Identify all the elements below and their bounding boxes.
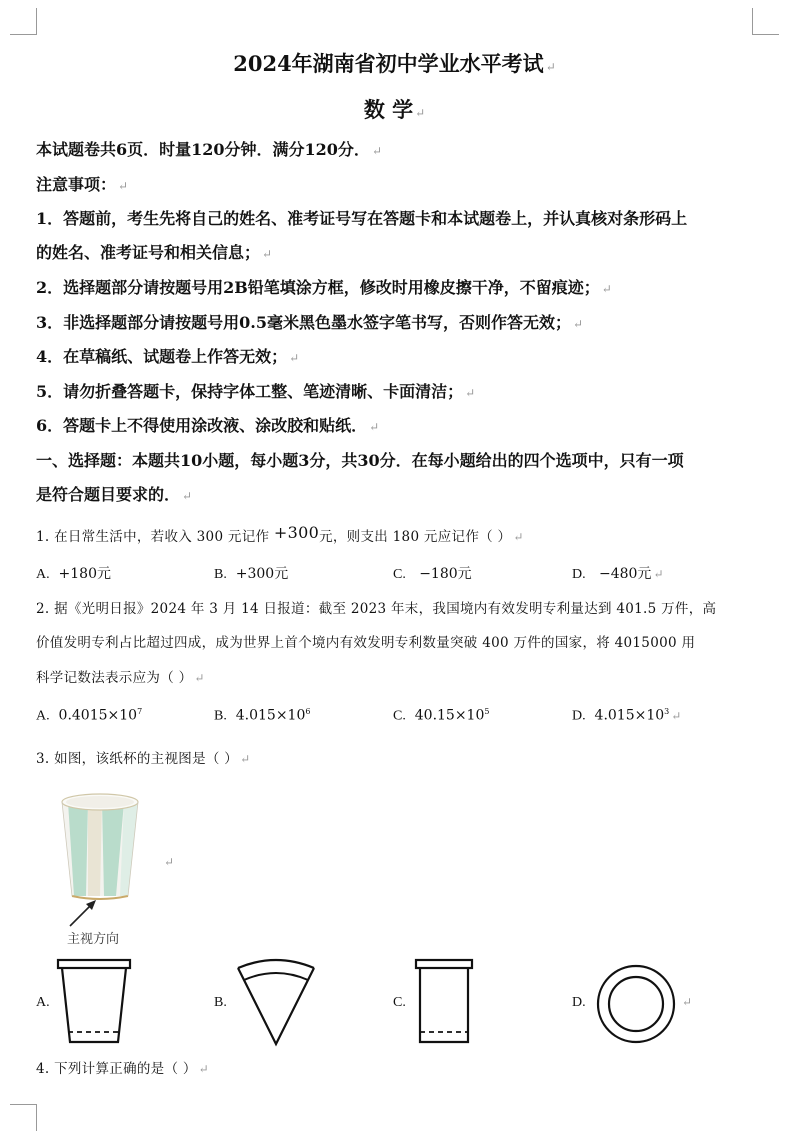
subject-title-text: 数 学 — [363, 97, 414, 122]
question-4-stem — [36, 1057, 209, 1077]
notice-item — [36, 344, 299, 367]
question-2-stem — [36, 597, 716, 617]
corner-mark-top-right — [752, 8, 779, 35]
q3-option-d-letter[interactable] — [572, 994, 586, 1011]
notice-item-text: 1．答题前，考生先将自己的姓名、准考证号写在答题卡和本试题卷上，并认真核对条形码上 — [36, 209, 688, 228]
q3-option-c-shape[interactable] — [412, 958, 476, 1046]
notice-item — [36, 240, 272, 263]
q3-option-b-letter[interactable] — [214, 994, 227, 1011]
return-mark: ↵ — [601, 282, 612, 296]
return-mark: ↵ — [289, 351, 300, 365]
option-exponent: 7 — [137, 707, 143, 716]
section-heading-cont — [36, 482, 192, 505]
return-mark: ↵ — [262, 247, 273, 261]
notice-item — [36, 413, 379, 436]
corner-mark-top-left — [10, 8, 37, 35]
subject-title — [0, 94, 789, 124]
section-heading-line1: 一、选择题：本题共10小题，每小题3分，共30分．在每小题给出的四个选项中，只有一项 — [36, 451, 684, 470]
option-letter: B. — [214, 995, 227, 1010]
option-exponent: 6 — [305, 707, 311, 716]
return-mark: ↵ — [671, 708, 682, 723]
return-mark: ↵ — [513, 530, 524, 544]
section-heading-line2: 是符合题目要求的． — [36, 485, 181, 504]
option-letter: D. — [572, 708, 586, 724]
return-mark: ↵ — [682, 995, 693, 1009]
question-2-stem-end — [36, 666, 205, 686]
return-mark: ↵ — [240, 752, 251, 766]
notice-item-text: 5．请勿折叠答题卡，保持字体工整、笔迹清晰、卡面清洁； — [36, 382, 464, 401]
notice-item-text: 4．在草稿纸、试题卷上作答无效； — [36, 347, 288, 366]
return-mark: ↵ — [164, 855, 175, 869]
option-text: +300元 — [235, 566, 289, 582]
option-letter: A. — [36, 567, 50, 582]
corner-mark-bottom-left — [10, 1104, 37, 1131]
option-letter: B. — [214, 567, 227, 582]
option-letter: A. — [36, 708, 50, 724]
notice-heading — [36, 172, 128, 195]
option-text: −180元 — [419, 566, 472, 582]
option-letter: D. — [572, 995, 586, 1010]
q1-option-c[interactable] — [393, 563, 472, 583]
option-exponent: 5 — [484, 707, 490, 716]
option-base: 0.4015×10 — [58, 707, 138, 724]
notice-item — [36, 379, 475, 402]
q3-option-c-letter[interactable] — [393, 994, 406, 1011]
question-1-stem — [36, 525, 524, 545]
option-exponent: 3 — [664, 707, 670, 716]
return-mark: ↵ — [198, 1062, 210, 1076]
notice-item — [36, 275, 612, 298]
q1-stem-value: +300 — [273, 523, 320, 542]
return-mark: ↵ — [369, 420, 380, 434]
q1-stem-part: 元，则支出 180 元应记作（ ） — [319, 529, 512, 545]
notice-item-text: 2．选择题部分请按题号用2B铅笔填涂方框，修改时用橡皮擦干净，不留痕迹； — [36, 278, 600, 297]
view-direction-label: 主视方向 — [67, 932, 120, 947]
q1-option-d[interactable] — [572, 563, 664, 583]
q4-stem-text: 4. 下列计算正确的是（ ） — [36, 1061, 197, 1077]
option-letter: C. — [393, 567, 406, 582]
q2-option-a[interactable] — [36, 707, 142, 725]
option-letter: C. — [393, 708, 406, 724]
return-mark: ↵ — [182, 489, 193, 503]
notice-heading-text: 注意事项： — [36, 175, 117, 194]
exam-meta — [36, 137, 382, 160]
q3-option-a-shape[interactable] — [54, 958, 134, 1046]
option-text: −480元 — [598, 566, 652, 582]
option-letter: D. — [572, 567, 586, 582]
exam-title-text: 2024年湖南省初中学业水平考试 — [233, 51, 544, 76]
notice-item-text: 6．答题卡上不得使用涂改液、涂改胶和贴纸． — [36, 416, 368, 435]
return-mark: ↵ — [415, 106, 426, 120]
notice-item — [36, 310, 583, 333]
q2-option-c[interactable] — [393, 707, 489, 725]
q3-stem-text: 3. 如图，该纸杯的主视图是（ ） — [36, 751, 239, 767]
exam-meta-text: 本试题卷共6页．时量120分钟．满分120分． — [36, 140, 370, 159]
return-mark: ↵ — [653, 567, 664, 581]
return-mark: ↵ — [118, 179, 129, 193]
option-letter: B. — [214, 708, 227, 724]
return-mark: ↵ — [465, 386, 476, 400]
q3-option-d-shape[interactable] — [594, 962, 678, 1046]
question-2-stem-cont — [36, 631, 695, 651]
q2-option-d[interactable] — [572, 707, 681, 725]
notice-item-text: 的姓名、准考证号和相关信息； — [36, 243, 261, 262]
section-heading — [36, 448, 684, 471]
view-direction-arrow-icon — [66, 896, 102, 930]
option-text: +180元 — [58, 566, 111, 582]
return-mark: ↵ — [572, 317, 584, 331]
q2-stem-line: 价值发明专利占比超过四成，成为世界上首个境内有效发明专利数量突破 400 万件的国家，将 4015000 用 — [36, 635, 696, 651]
q1-option-b[interactable] — [214, 563, 288, 583]
q2-stem-line: 科学记数法表示应为（ ） — [36, 670, 193, 686]
notice-item — [36, 206, 687, 229]
option-base: 4.015×10 — [235, 707, 306, 724]
return-mark: ↵ — [545, 60, 556, 74]
q1-option-a[interactable] — [36, 563, 111, 583]
paper-cup-image — [58, 790, 142, 900]
option-letter: A. — [36, 995, 50, 1010]
q2-option-b[interactable] — [214, 707, 310, 725]
option-base: 4.015×10 — [594, 707, 665, 724]
q1-stem-part: 1. 在日常生活中，若收入 300 元记作 — [36, 529, 274, 545]
question-3-stem — [36, 747, 250, 767]
option-base: 40.15×10 — [414, 707, 485, 724]
q2-stem-line: 2. 据《光明日报》2024 年 3 月 14 日报道：截至 2023 年末，我国境内有效发明专利量达到 401.5 万件，高 — [36, 601, 717, 617]
q3-option-b-shape[interactable] — [234, 954, 318, 1048]
return-mark: ↵ — [371, 144, 382, 158]
exam-title — [0, 48, 789, 78]
return-mark: ↵ — [194, 671, 205, 685]
option-letter: C. — [393, 995, 406, 1010]
q3-option-a-letter[interactable] — [36, 994, 50, 1011]
notice-item-text: 3．非选择题部分请按题号用0.5毫米黑色墨水签字笔书写，否则作答无效； — [36, 313, 571, 332]
